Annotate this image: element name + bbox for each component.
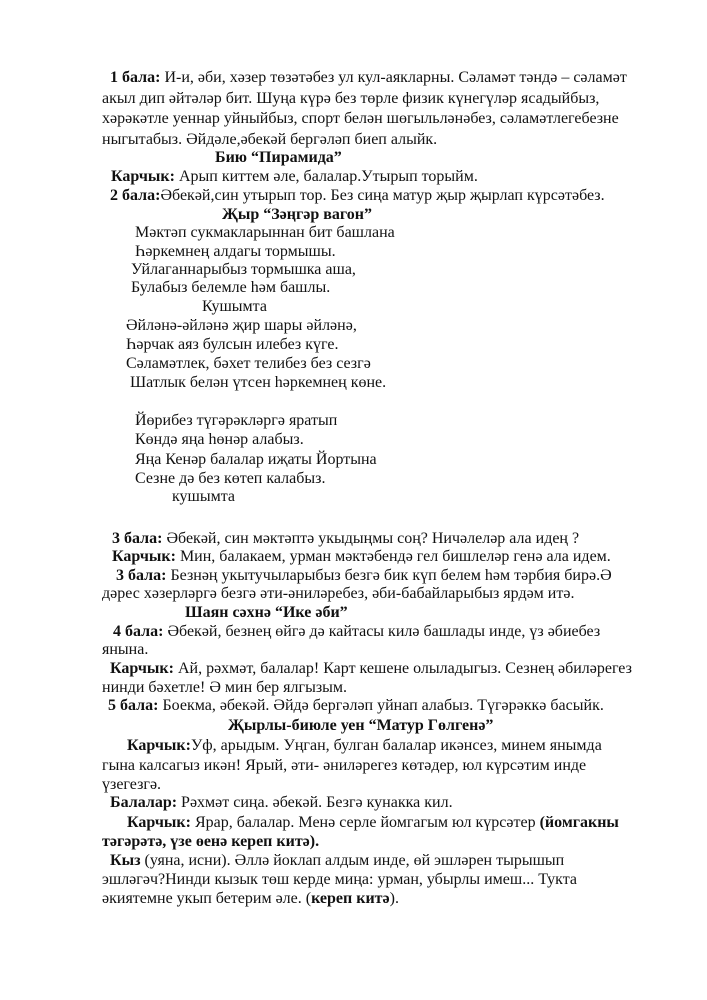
speaker-label: 3 бала:: [112, 530, 163, 547]
song-line: Уйлаганнарыбыз тормышка аша,: [131, 261, 356, 278]
p2-line: [111, 168, 478, 186]
section-title-game: Җырлы-биюле уен “Матур Гөлгенә”: [228, 717, 494, 734]
dialogue-text: әкиятемне укып бетерим әле. (: [102, 890, 312, 907]
speaker-label: 4 бала:: [113, 623, 164, 640]
dialogue-text: Безнәң укытучыларыбыз безгә бик күп белем һәм тәрбия бирә.Ә: [166, 567, 612, 584]
p5-line: [112, 548, 611, 566]
song-line: Сезне дә без көтеп калабыз.: [135, 470, 326, 487]
p7-line: [113, 623, 600, 641]
song-line: Һәрчак аяз булсын илебез күге.: [126, 336, 339, 353]
dialogue-text: Рәхмәт сиңа. әбекәй. Безгә кунакка кил.: [177, 794, 453, 811]
song-line: Булабыз белемле һәм башлы.: [131, 279, 331, 296]
speaker-label: 3 бала:: [116, 567, 167, 584]
dialogue-text: Арып киттем әле, балалар.Утырып торыйм.: [174, 168, 478, 185]
p12-line: [127, 814, 619, 832]
song-line: Яңа Кенәр балалар иҗаты Йортына: [135, 451, 377, 468]
p4-line: [112, 530, 579, 548]
song-line: Шатлык белән үтсен һәркемнең көне.: [130, 374, 387, 391]
p8-line: нинди бәхетле! Ә мин бер ялгызым.: [102, 679, 348, 696]
p8-line: [110, 660, 632, 678]
dialogue-text: Боекма, әбекәй. Әйдә бергәләп уйнап алабыз. Түгәрәккә басыйк.: [158, 697, 604, 714]
p1-line: ныгытабыз. Әйдәле,әбекәй бергәләп биеп алыйк.: [102, 131, 438, 148]
speaker-label: Карчык:: [110, 660, 174, 677]
speaker-label: Карчык:: [112, 548, 176, 565]
p13-line: эшләгәч?Нинди кызык төш керде миңа: урман, убырлы имеш... Тукта: [102, 871, 578, 888]
p9-line: [108, 697, 604, 715]
song-line: Һәркемнең алдагы тормышы.: [135, 243, 336, 260]
chorus-label: Кушымта: [202, 298, 267, 315]
p1-line: акыл дип әйтәләр бит. Шуңа күрә без төрле физик күнегүләр ясадыйбыз,: [102, 90, 600, 107]
section-title-scene: Шаян сәхнә “Ике әби”: [185, 604, 348, 621]
p1-line: [110, 69, 627, 87]
dialogue-text: (уяна, исни). Әллә йоклап алдым инде, өй эшләрен тырышып: [140, 852, 565, 869]
dialogue-text: Әбекәй, безнең өйгә дә кайтасы килә башлады инде, үз әбиебез: [163, 623, 601, 640]
p11-line: [110, 794, 453, 812]
stage-direction: (йомгакны: [539, 814, 619, 831]
speaker-label: Карчык:: [127, 814, 191, 831]
p6-line: дәрес хәзерләргә безгә әти-әниләребез, әби-бабайларыбыз ярдәм итә.: [102, 585, 575, 602]
section-title-song: Җыр “Зәңгәр вагон”: [222, 206, 372, 223]
speaker-label: 5 бала:: [108, 697, 159, 714]
dialogue-text: Ярар, балалар. Менә серле йомгагым юл күрсәтер: [190, 814, 540, 831]
dialogue-text: ).: [389, 890, 399, 907]
dialogue-text: Ай, рәхмәт, балалар! Карт кешене олыладыгыз. Сезнең әбиләрегез: [173, 660, 632, 677]
speaker-label: 1 бала:: [110, 69, 161, 86]
p13-line: [102, 890, 399, 908]
song-line: Сәламәтлек, бәхет телибез без сезгә: [126, 355, 371, 372]
song-line: Йөрибез түгәрәкләргә яратып: [135, 412, 338, 429]
song-line: Көндә яңа һөнәр алабыз.: [135, 431, 304, 448]
dialogue-text: Мин, балакаем, урман мәктәбендә гел бишлеләр генә ала идем.: [175, 548, 611, 565]
p7-line: янына.: [102, 641, 149, 658]
chorus-label: кушымта: [172, 488, 236, 505]
p3-line: [110, 187, 605, 205]
speaker-label: Кыз: [110, 852, 141, 869]
speaker-label: Карчык:: [127, 737, 191, 754]
dialogue-text: Уф, арыдым. Уңган, булган балалар икәнсез, минем янымда: [190, 737, 602, 754]
stage-direction: тәгәрәтә, үзе өенә кереп китә).: [102, 833, 320, 850]
p13-line: [110, 852, 564, 870]
dialogue-text: Әбекәй,син утырып тор. Без сиңа матур җыр җырлап күрсәтәбез.: [160, 187, 605, 204]
song-line: Мәктәп сукмакларыннан бит башлана: [135, 224, 395, 241]
p10-line: [127, 737, 602, 755]
p1-line: хәрәкәтле уеннар уйныйбыз, спорт белән шөгыльләнәбез, сәламәтлегебезне: [102, 110, 619, 127]
dialogue-text: И-и, әби, хәзер төзәтәбез ул кул-аякларны. Сәламәт тәндә – сәламәт: [160, 69, 627, 86]
dialogue-text: Әбекәй, син мәктәптә укыдыңмы соң? Ничәлеләр ала идең ?: [162, 530, 580, 547]
section-title-dance: Бию “Пирамида”: [215, 149, 342, 166]
stage-direction: кереп китә: [311, 890, 390, 907]
p10-line: үзегезгә.: [102, 776, 162, 793]
song-line: Әйләнә-әйләнә җир шары әйләнә,: [126, 317, 357, 334]
p10-line: гына калсагыз икән! Ярый, әти- әниләрегез көтәдер, юл күрсәтим инде: [102, 757, 587, 774]
speaker-label: Балалар:: [110, 794, 178, 811]
speaker-label: 2 бала:: [110, 187, 161, 204]
speaker-label: Карчык:: [111, 168, 175, 185]
p6-line: [116, 567, 612, 585]
